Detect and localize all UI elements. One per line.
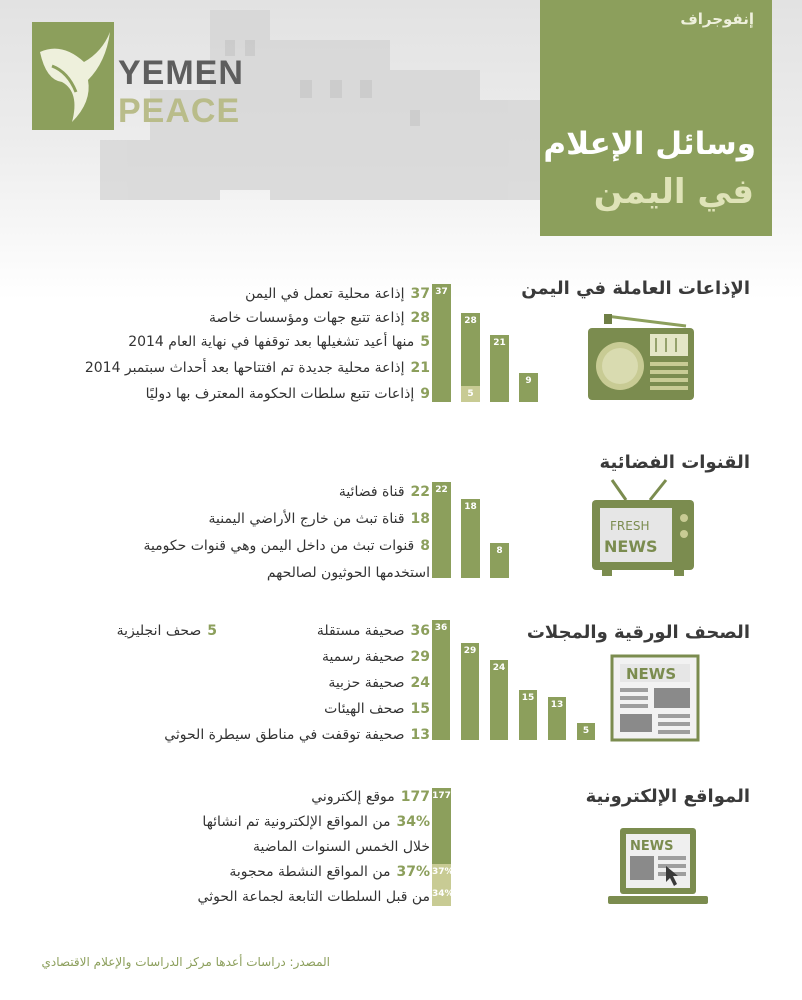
stat-row (317, 622, 430, 640)
tv-bar (461, 499, 480, 578)
bar-value-label: 37 (435, 287, 448, 297)
web-bar-segment (432, 864, 454, 887)
page-title: وسائل الإعلام (543, 126, 756, 162)
stat-number: 36 (410, 623, 430, 639)
stat-number: 28 (410, 310, 430, 326)
stat-text: صحيفة رسمية (322, 649, 405, 665)
tv-bar (432, 482, 451, 578)
stat-text: خلال الخمس السنوات الماضية (253, 839, 430, 855)
yemen-peace-logo (32, 22, 244, 132)
radio-section-title: الإذاعات العاملة في اليمن (521, 278, 750, 299)
press-bar (461, 643, 479, 740)
bar-value-label: 37% (432, 867, 454, 878)
bar-value-label: 13 (550, 699, 564, 710)
stat-row (253, 838, 430, 856)
stat-number: 34% (396, 814, 430, 830)
stat-text: إذاعات تتبع سلطات الحكومة المعترف بها دوليًا (145, 386, 415, 402)
stat-text: صحيفة مستقلة (316, 623, 405, 639)
bar-value-label: 36 (434, 623, 448, 633)
infographic-label: إنفوجراف (680, 10, 754, 28)
stat-text: صحف انجليزية (116, 623, 202, 639)
stat-row (229, 863, 430, 881)
stat-text: من المواقع النشطة محجوبة (229, 864, 391, 880)
stat-row (267, 564, 430, 582)
stat-number: 177 (400, 789, 430, 805)
stat-text: إذاعة محلية جديدة تم افتتاحها بعد أحداث سبتمبر 2014 (84, 360, 405, 376)
stat-text: موقع إلكتروني (311, 789, 395, 805)
bar-value-label: 9 (525, 376, 532, 387)
radio-bar (490, 335, 509, 402)
bar-value-label: 28 (464, 315, 477, 326)
stat-number: 13 (410, 727, 430, 743)
tv-section-title: القنوات الفضائية (599, 452, 750, 473)
laptop-icon (606, 826, 710, 910)
bar-value-label: 34% (432, 888, 454, 899)
radio-bar (432, 284, 451, 402)
stat-row (324, 700, 430, 718)
stat-row (198, 888, 430, 906)
stat-number: 8 (420, 538, 430, 554)
stat-text: إذاعة تتبع جهات ومؤسسات خاصة (209, 310, 405, 326)
stat-row (245, 285, 430, 303)
stat-row (164, 726, 430, 744)
bar-value-label: 22 (435, 485, 448, 495)
tv-fresh-text: FRESH (610, 519, 650, 533)
bar-value-label: 5 (582, 726, 590, 737)
stat-number: 21 (410, 360, 430, 376)
stat-row (146, 385, 430, 403)
radio-icon (586, 304, 696, 402)
bar-value-label: 8 (496, 546, 503, 557)
stat-number: 15 (410, 701, 430, 717)
stat-number: 24 (410, 675, 430, 691)
title-panel (540, 0, 772, 236)
tv-bar-chart (432, 482, 512, 578)
web-section-title: المواقع الإلكترونية (585, 786, 750, 807)
page-subtitle: في اليمن (593, 172, 754, 212)
dove-logo-icon (32, 22, 114, 130)
stat-row (202, 813, 430, 831)
stat-number: 22 (410, 484, 430, 500)
stat-row-extra (117, 622, 217, 640)
stat-text: إذاعة محلية تعمل في اليمن (245, 286, 405, 302)
stat-text: قنوات تبث من داخل اليمن وهي قنوات حكومية (143, 538, 415, 554)
bar-value-label: 18 (464, 502, 477, 513)
stat-text: صحف الهيئات (324, 701, 405, 717)
radio-bar-segment (461, 386, 480, 402)
web-bar-segment (432, 886, 454, 906)
press-bar (432, 620, 450, 740)
bar-value-label: 177 (432, 791, 451, 801)
radio-bar (519, 373, 538, 402)
stat-row (328, 674, 430, 692)
stat-number: 5 (420, 334, 430, 350)
press-bar (548, 697, 566, 740)
logo-peace-text: PEACE (118, 92, 241, 130)
stat-row (128, 333, 430, 351)
press-bar (577, 723, 595, 740)
stat-text: من قبل السلطات التابعة لجماعة الحوثي (197, 889, 430, 905)
stat-text: قناة فضائية (338, 484, 405, 500)
press-section-title: الصحف الورقية والمجلات (526, 622, 750, 643)
web-bar (432, 788, 451, 864)
stat-number: 9 (420, 386, 430, 402)
stat-row (339, 483, 430, 501)
bar-value-label: 5 (467, 389, 474, 400)
stat-number: 37% (396, 864, 430, 880)
stat-text: قناة تبث من خارج الأراضي اليمنية (208, 511, 405, 527)
tv-icon (590, 478, 696, 578)
stat-text: استخدمها الحوثيون لصالحهم (266, 565, 430, 581)
stat-number: 18 (410, 511, 430, 527)
stat-text: صحيفة حزبية (328, 675, 405, 691)
stat-text: منها أعيد تشغيلها بعد توقفها في نهاية العام 2014 (128, 334, 415, 350)
press-bar (519, 690, 537, 740)
newspaper-icon (610, 654, 700, 742)
stat-text: من المواقع الإلكترونية تم انشائها (202, 814, 391, 830)
logo-yemen-text: YEMEN (118, 54, 244, 92)
stat-row (209, 309, 430, 327)
stat-row (208, 510, 430, 528)
newspaper-news-text: NEWS (626, 665, 677, 683)
source-note: المصدر: دراسات أعدها مركز الدراسات والإعلام الاقتصادي (41, 955, 330, 969)
stat-number: 37 (410, 286, 430, 302)
radio-bar-chart (432, 284, 542, 402)
bar-value-label: 29 (463, 646, 477, 657)
bar-value-label: 15 (521, 693, 535, 703)
stat-row (143, 537, 430, 555)
stat-text: صحيفة توقفت في مناطق سيطرة الحوثي (164, 727, 405, 743)
laptop-news-text: NEWS (630, 839, 674, 854)
bar-value-label: 21 (493, 338, 506, 349)
stat-number: 29 (410, 649, 430, 665)
press-bar-chart (432, 620, 598, 740)
tv-bar (490, 543, 509, 578)
stat-number: 5 (207, 623, 217, 639)
press-bar (490, 660, 508, 740)
stat-row (322, 648, 430, 666)
web-bar-chart (432, 788, 452, 906)
stat-row (85, 359, 430, 377)
tv-news-text: NEWS (604, 537, 658, 556)
stat-row (311, 788, 430, 806)
bar-value-label: 24 (492, 663, 506, 673)
